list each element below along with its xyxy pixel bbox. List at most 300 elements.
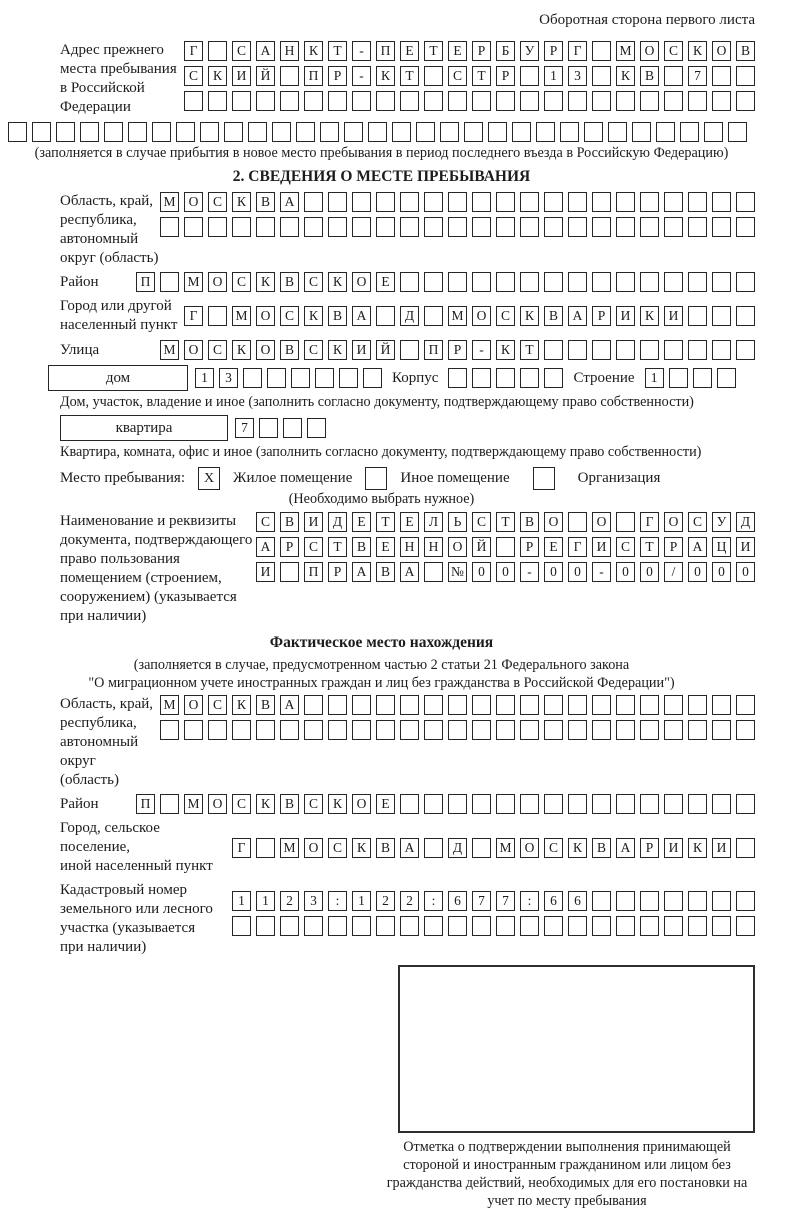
district-label: Район (60, 273, 99, 290)
cadastre-row-1 (232, 891, 755, 911)
char-cell: В (280, 512, 299, 532)
char-cell: Р (496, 66, 515, 86)
label-line: Область, край, (60, 696, 154, 712)
label-line: республика, (60, 212, 137, 228)
street-block (8, 340, 755, 360)
char-cell (424, 916, 443, 936)
char-cell: М (160, 192, 179, 212)
char-cell (208, 306, 227, 326)
char-cell (736, 192, 755, 212)
char-cell: : (520, 891, 539, 911)
char-cell: П (136, 272, 155, 292)
char-cell (520, 916, 539, 936)
char-cell: Т (472, 66, 491, 86)
label-line: республика, (60, 715, 137, 731)
char-cell (424, 695, 443, 715)
char-cell (664, 272, 683, 292)
char-cell: В (280, 340, 299, 360)
char-cell: Н (280, 41, 299, 61)
char-cell: У (520, 41, 539, 61)
char-cell (496, 794, 515, 814)
char-cell (208, 217, 227, 237)
char-cell (656, 122, 675, 142)
char-cell: 6 (448, 891, 467, 911)
stay-type-hint: (Необходимо выбрать нужное) (288, 491, 475, 507)
char-cell (376, 695, 395, 715)
char-cell: П (424, 340, 443, 360)
char-cell (392, 122, 411, 142)
char-cell (640, 192, 659, 212)
char-cell (688, 720, 707, 740)
char-cell: Т (328, 41, 347, 61)
char-cell (496, 192, 515, 212)
char-cell (712, 217, 731, 237)
stamp-caption: Отметка о подтверждении выполнения принимающей стороной и иностранным гражданином или лицом без гражданства действий, необходимых для его постановки на учет по месту пребывания (386, 1139, 748, 1209)
char-cell: К (328, 340, 347, 360)
char-cell (640, 695, 659, 715)
region-rows (160, 192, 755, 237)
char-cell (736, 695, 755, 715)
char-cell: Р (280, 537, 299, 557)
fact-city-block (8, 819, 755, 876)
char-cell: С (496, 306, 515, 326)
stroenie-label: Строение (573, 369, 635, 386)
char-cell: С (328, 838, 347, 858)
char-cell: И (712, 838, 731, 858)
char-cell (256, 91, 275, 111)
char-cell (448, 720, 467, 740)
char-cell (328, 720, 347, 740)
char-cell (424, 66, 443, 86)
char-cell (352, 91, 371, 111)
char-cell (208, 91, 227, 111)
residential-checkbox: X (198, 467, 220, 490)
char-cell: : (424, 891, 443, 911)
char-cell (184, 720, 203, 740)
char-cell (544, 720, 563, 740)
char-cell: О (184, 192, 203, 212)
district-block (8, 272, 755, 292)
char-cell (352, 192, 371, 212)
char-cell (712, 306, 731, 326)
char-cell (200, 122, 219, 142)
char-cell: С (664, 41, 683, 61)
char-cell (568, 695, 587, 715)
char-cell (592, 41, 611, 61)
char-cell: Р (328, 562, 347, 582)
char-cell (688, 192, 707, 212)
char-cell (592, 916, 611, 936)
char-cell: М (448, 306, 467, 326)
stroenie-cells (645, 368, 736, 388)
char-cell: А (400, 562, 419, 582)
char-cell (315, 368, 334, 388)
label-line: Город, сельское поселение, (60, 820, 160, 855)
char-cell (472, 720, 491, 740)
char-cell (592, 720, 611, 740)
char-cell (592, 192, 611, 212)
char-cell (184, 217, 203, 237)
char-cell (400, 217, 419, 237)
char-cell: А (280, 192, 299, 212)
char-cell: - (352, 66, 371, 86)
char-cell (568, 720, 587, 740)
char-cell: И (304, 512, 323, 532)
region-row-1 (160, 192, 755, 212)
char-cell: К (352, 838, 371, 858)
char-cell: С (184, 66, 203, 86)
char-cell (712, 916, 731, 936)
char-cell (232, 217, 251, 237)
char-cell (448, 695, 467, 715)
label-line: Наименование и реквизиты (60, 513, 237, 529)
char-cell (664, 66, 683, 86)
char-cell (448, 192, 467, 212)
char-cell (544, 272, 563, 292)
char-cell: Д (736, 512, 755, 532)
char-cell (280, 720, 299, 740)
char-cell (376, 192, 395, 212)
char-cell (616, 340, 635, 360)
char-cell: Г (568, 537, 587, 557)
char-cell (544, 217, 563, 237)
fact-district-row (136, 794, 755, 814)
char-cell: О (592, 512, 611, 532)
char-cell (160, 272, 179, 292)
char-cell (693, 368, 712, 388)
char-cell (520, 91, 539, 111)
char-cell: 1 (256, 891, 275, 911)
char-cell (592, 66, 611, 86)
street-label: Улица (60, 341, 100, 358)
char-cell (496, 720, 515, 740)
char-cell (472, 916, 491, 936)
char-cell: Е (376, 272, 395, 292)
char-cell: Б (496, 41, 515, 61)
char-cell: С (544, 838, 563, 858)
char-cell (267, 368, 286, 388)
char-cell (424, 192, 443, 212)
char-cell (400, 720, 419, 740)
char-cell: В (640, 66, 659, 86)
label-line: при наличии) (60, 939, 147, 955)
char-cell: О (208, 794, 227, 814)
char-cell (544, 91, 563, 111)
char-cell (568, 794, 587, 814)
street-row (160, 340, 755, 360)
city-block (8, 297, 755, 335)
char-cell: Г (640, 512, 659, 532)
char-cell (688, 91, 707, 111)
char-cell: К (328, 272, 347, 292)
char-cell (640, 916, 659, 936)
char-cell: Т (424, 41, 443, 61)
char-cell (496, 272, 515, 292)
char-cell: У (712, 512, 731, 532)
char-cell: 0 (712, 562, 731, 582)
char-cell (496, 91, 515, 111)
char-cell (712, 272, 731, 292)
cadastre-block (8, 881, 755, 957)
label-line: помещением (строением, (60, 570, 222, 586)
char-cell: И (352, 340, 371, 360)
other-premises-checkbox (365, 467, 387, 490)
fact-region-block (8, 695, 755, 790)
char-cell (520, 66, 539, 86)
fact-district-label: Район (60, 795, 99, 812)
char-cell (640, 91, 659, 111)
label-line: сооружением) (указывается (60, 589, 237, 605)
fact-city-row (232, 838, 755, 858)
char-cell: Т (640, 537, 659, 557)
char-cell (339, 368, 358, 388)
house-row (48, 365, 755, 391)
char-cell (544, 916, 563, 936)
char-cell: О (520, 838, 539, 858)
actual-location-caption-1: (заполняется в случае, предусмотренном частью 2 статьи 21 Федерального закона (133, 657, 630, 673)
char-cell (296, 122, 315, 142)
char-cell (400, 192, 419, 212)
stay-option-residential: Жилое помещение (233, 470, 353, 486)
char-cell (544, 695, 563, 715)
char-cell (280, 562, 299, 582)
label-line: при наличии) (60, 608, 147, 624)
char-cell (664, 217, 683, 237)
char-cell (664, 794, 683, 814)
char-cell (232, 720, 251, 740)
char-cell (400, 916, 419, 936)
korpus-cells (448, 368, 563, 388)
label-line: населенный пункт (60, 317, 178, 333)
actual-location-caption-2: "О миграционном учете иностранных граждан и лиц без гражданства в Российской Федерации") (88, 675, 675, 691)
cadastre-rows (232, 891, 755, 936)
char-cell: Д (328, 512, 347, 532)
char-cell: 3 (568, 66, 587, 86)
char-cell (128, 122, 147, 142)
prev-address-rows (184, 41, 755, 111)
char-cell (243, 368, 262, 388)
char-cell: К (496, 340, 515, 360)
char-cell (669, 368, 688, 388)
char-cell: О (664, 512, 683, 532)
label-line: (область) (60, 772, 119, 788)
char-cell (592, 217, 611, 237)
char-cell (688, 695, 707, 715)
char-cell (520, 217, 539, 237)
char-cell (376, 720, 395, 740)
char-cell (320, 122, 339, 142)
char-cell: Т (400, 66, 419, 86)
char-cell: Т (496, 512, 515, 532)
char-cell: А (352, 306, 371, 326)
char-cell: М (184, 272, 203, 292)
char-cell: А (280, 695, 299, 715)
char-cell (448, 272, 467, 292)
prev-address-row-4 (8, 122, 755, 142)
char-cell: 2 (280, 891, 299, 911)
char-cell (664, 916, 683, 936)
char-cell (448, 91, 467, 111)
char-cell: О (448, 537, 467, 557)
char-cell: - (472, 340, 491, 360)
char-cell: И (256, 562, 275, 582)
char-cell: О (472, 306, 491, 326)
char-cell: Й (256, 66, 275, 86)
char-cell (472, 695, 491, 715)
house-type-box: дом (48, 365, 188, 391)
char-cell: К (256, 272, 275, 292)
char-cell: Ц (712, 537, 731, 557)
stay-option-other: Иное помещение (400, 470, 510, 486)
char-cell (664, 192, 683, 212)
char-cell: 0 (496, 562, 515, 582)
prev-address-row-3 (184, 91, 755, 111)
char-cell: Р (520, 537, 539, 557)
char-cell (520, 695, 539, 715)
char-cell (640, 891, 659, 911)
char-cell (160, 720, 179, 740)
label-line: участка (указывается (60, 920, 196, 936)
char-cell (416, 122, 435, 142)
char-cell: С (280, 306, 299, 326)
region-label (8, 192, 158, 268)
char-cell: 1 (544, 66, 563, 86)
document-block (8, 512, 755, 626)
char-cell (592, 891, 611, 911)
char-cell: А (256, 41, 275, 61)
char-cell (448, 368, 467, 388)
char-cell (424, 794, 443, 814)
char-cell (632, 122, 651, 142)
char-cell: Е (376, 537, 395, 557)
char-cell: К (568, 838, 587, 858)
char-cell (440, 122, 459, 142)
char-cell (688, 217, 707, 237)
char-cell: В (376, 562, 395, 582)
char-cell (496, 916, 515, 936)
char-cell: В (592, 838, 611, 858)
label-line: Кадастровый номер (60, 882, 187, 898)
char-cell (104, 122, 123, 142)
char-cell (472, 91, 491, 111)
char-cell (712, 66, 731, 86)
char-cell (688, 891, 707, 911)
char-cell: М (616, 41, 635, 61)
char-cell (80, 122, 99, 142)
char-cell (544, 192, 563, 212)
house-caption: Дом, участок, владение и иное (заполнить согласно документу, подтверждающему право собственности) (60, 394, 694, 410)
char-cell (232, 91, 251, 111)
char-cell (160, 794, 179, 814)
char-cell: П (376, 41, 395, 61)
char-cell (352, 217, 371, 237)
char-cell (256, 217, 275, 237)
stamp-area (379, 965, 755, 1210)
char-cell (736, 720, 755, 740)
prev-address-label (8, 41, 177, 117)
label-line: Город или другой (60, 298, 172, 314)
char-cell (736, 306, 755, 326)
char-cell: - (352, 41, 371, 61)
char-cell: К (232, 695, 251, 715)
char-cell: С (304, 794, 323, 814)
char-cell: О (640, 41, 659, 61)
char-cell (568, 272, 587, 292)
char-cell: Ь (448, 512, 467, 532)
city-label (8, 297, 177, 335)
char-cell: С (232, 41, 251, 61)
char-cell (152, 122, 171, 142)
char-cell (544, 368, 563, 388)
char-cell: С (232, 272, 251, 292)
region-block (8, 192, 755, 268)
char-cell (328, 91, 347, 111)
confirmation-stamp-box (398, 965, 755, 1133)
char-cell: 2 (400, 891, 419, 911)
fact-region-row-1 (160, 695, 755, 715)
char-cell (304, 916, 323, 936)
char-cell (304, 192, 323, 212)
char-cell (400, 794, 419, 814)
char-cell: К (328, 794, 347, 814)
char-cell (376, 217, 395, 237)
char-cell (496, 217, 515, 237)
char-cell: А (568, 306, 587, 326)
char-cell (664, 91, 683, 111)
char-cell: 3 (219, 368, 238, 388)
char-cell (640, 794, 659, 814)
char-cell: С (208, 340, 227, 360)
char-cell: М (280, 838, 299, 858)
document-label (8, 512, 256, 626)
char-cell: В (280, 794, 299, 814)
char-cell: В (256, 695, 275, 715)
char-cell: О (544, 512, 563, 532)
char-cell: Т (376, 512, 395, 532)
corner-note: Оборотная сторона первого листа (539, 12, 755, 28)
char-cell (560, 122, 579, 142)
fact-district-block (8, 794, 755, 814)
char-cell: В (520, 512, 539, 532)
char-cell: В (256, 192, 275, 212)
char-cell (472, 368, 491, 388)
char-cell (472, 192, 491, 212)
char-cell (307, 418, 326, 438)
char-cell (472, 838, 491, 858)
char-cell: И (664, 838, 683, 858)
label-line: право пользования (60, 551, 180, 567)
char-cell (208, 41, 227, 61)
char-cell: Е (400, 41, 419, 61)
char-cell (640, 340, 659, 360)
district-row (136, 272, 755, 292)
char-cell: О (184, 695, 203, 715)
char-cell (608, 122, 627, 142)
char-cell (728, 122, 747, 142)
char-cell (464, 122, 483, 142)
prev-address-caption: (заполняется в случае прибытия в новое место пребывания в период последнего въезда в Российскую Федерацию) (34, 145, 729, 161)
char-cell: 0 (472, 562, 491, 582)
char-cell (376, 916, 395, 936)
char-cell (520, 720, 539, 740)
char-cell (352, 695, 371, 715)
char-cell (536, 122, 555, 142)
char-cell (424, 720, 443, 740)
char-cell (424, 306, 443, 326)
char-cell (56, 122, 75, 142)
document-row-2 (256, 537, 755, 557)
char-cell (8, 122, 27, 142)
